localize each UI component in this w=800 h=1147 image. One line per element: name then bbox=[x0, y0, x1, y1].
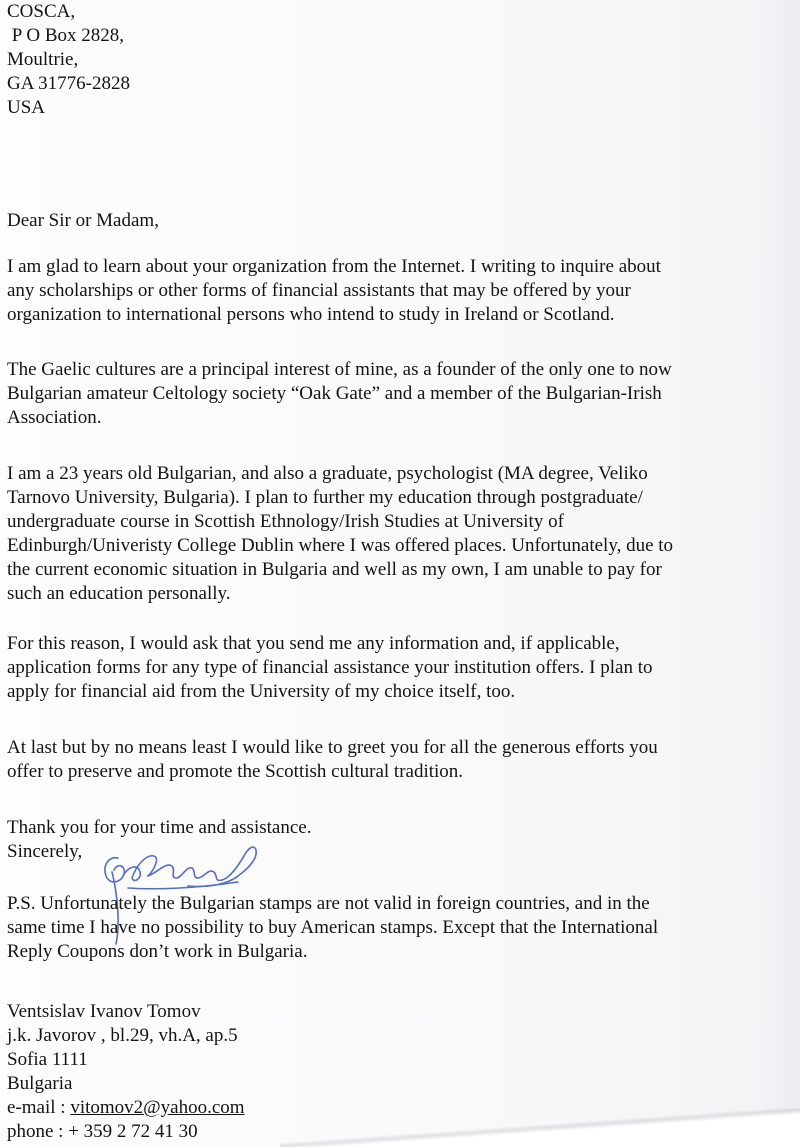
paragraph-1 bbox=[7, 255, 661, 327]
paragraph-line: apply for financial aid from the University of my choice itself, too. bbox=[7, 681, 516, 702]
sender-country: Bulgaria bbox=[7, 1073, 73, 1094]
paragraph-line: organization to international persons who intend to study in Ireland or Scotland. bbox=[7, 304, 615, 325]
paragraph-line: Tarnovo University, Bulgaria). I plan to further my education through postgraduate/ bbox=[7, 487, 643, 508]
sender-email-line bbox=[7, 1096, 245, 1120]
salutation: Dear Sir or Madam, bbox=[7, 210, 159, 231]
email-link[interactable]: vitomov2@yahoo.com bbox=[70, 1097, 245, 1118]
postscript-line: same time I have no possibility to buy American stamps. Except that the International bbox=[7, 917, 659, 938]
address-line: P O Box 2828, bbox=[7, 25, 125, 46]
sender-street: j.k. Javorov , bl.29, vh.A, ap.5 bbox=[7, 1025, 238, 1046]
paragraph-line: The Gaelic cultures are a principal interest of mine, as a founder of the only one to now bbox=[7, 359, 672, 380]
page-shading bbox=[760, 0, 800, 1147]
paragraph-line: application forms for any type of financial assistance your institution offers. I plan to bbox=[7, 657, 653, 678]
paragraph-line: For this reason, I would ask that you send me any information and, if applicable, bbox=[7, 633, 620, 654]
postscript bbox=[7, 892, 658, 964]
closing bbox=[7, 816, 311, 864]
paragraph-2 bbox=[7, 358, 672, 430]
closing-sincerely: Sincerely, bbox=[7, 841, 83, 862]
paragraph-line: Association. bbox=[7, 407, 102, 428]
address-line: COSCA, bbox=[7, 1, 76, 22]
paragraph-5 bbox=[7, 736, 658, 784]
paragraph-line: any scholarships or other forms of financial assistants that may be offered by your bbox=[7, 280, 631, 301]
sender-name: Ventsislav Ivanov Tomov bbox=[7, 1001, 201, 1022]
paragraph-line: undergraduate course in Scottish Ethnology/Irish Studies at University of bbox=[7, 511, 564, 532]
address-line: GA 31776-2828 bbox=[7, 73, 130, 94]
address-line: Moultrie, bbox=[7, 49, 79, 70]
sender-address bbox=[7, 1000, 245, 1144]
address-line: USA bbox=[7, 97, 46, 118]
paragraph-line: At last but by no means least I would like to greet you for all the generous efforts you bbox=[7, 737, 658, 758]
postscript-line: P.S. Unfortunately the Bulgarian stamps are not valid in foreign countries, and in the bbox=[7, 893, 650, 914]
recipient-address bbox=[7, 0, 130, 120]
sender-phone: phone : + 359 2 72 41 30 bbox=[7, 1121, 198, 1142]
closing-thanks: Thank you for your time and assistance. bbox=[7, 817, 312, 838]
paragraph-3 bbox=[7, 462, 673, 606]
postscript-line: Reply Coupons don’t work in Bulgaria. bbox=[7, 941, 308, 962]
sender-city: Sofia 1111 bbox=[7, 1049, 88, 1070]
paragraph-line: I am glad to learn about your organization from the Internet. I writing to inquire about bbox=[7, 256, 661, 277]
paragraph-line: Bulgarian amateur Celtology society “Oak Gate” and a member of the Bulgarian-Irish bbox=[7, 383, 662, 404]
paragraph-line: Edinburgh/Univeristy College Dublin where I was offered places. Unfortunately, due to bbox=[7, 535, 674, 556]
paragraph-line: the current economic situation in Bulgaria and well as my own, I am unable to pay for bbox=[7, 559, 662, 580]
page-bottom-edge bbox=[280, 1108, 800, 1147]
paragraph-line: such an education personally. bbox=[7, 583, 231, 604]
email-label: e-mail : bbox=[7, 1097, 71, 1118]
paragraph-line: offer to preserve and promote the Scottish cultural tradition. bbox=[7, 761, 464, 782]
paragraph-4 bbox=[7, 632, 652, 704]
paragraph-line: I am a 23 years old Bulgarian, and also a graduate, psychologist (MA degree, Veliko bbox=[7, 463, 648, 484]
